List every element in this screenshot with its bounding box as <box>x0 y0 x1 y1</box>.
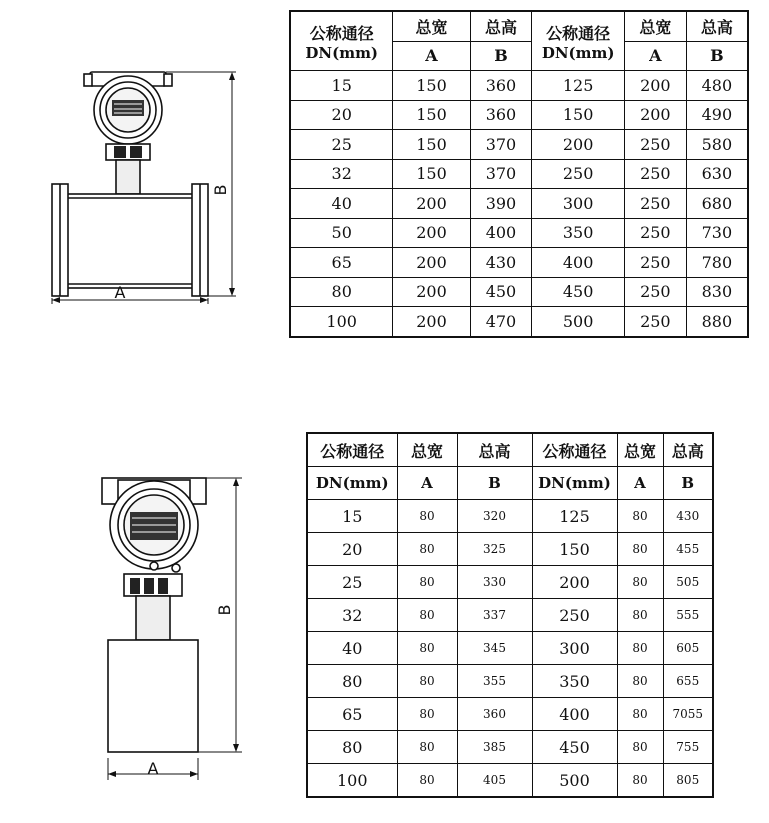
header-a: A <box>397 467 457 500</box>
table-cell: 680 <box>686 189 748 219</box>
table-cell: 780 <box>686 248 748 278</box>
table-cell: 200 <box>624 100 686 130</box>
table-cell: 830 <box>686 277 748 307</box>
table-cell: 755 <box>663 731 713 764</box>
table-cell: 200 <box>624 71 686 101</box>
table-row <box>307 500 713 533</box>
table-cell: 405 <box>457 764 532 798</box>
header-dn-unit: DN(mm) <box>307 467 397 500</box>
header-total-height: 总高 <box>457 433 532 467</box>
table-cell: 400 <box>532 698 617 731</box>
table-cell: 385 <box>457 731 532 764</box>
table-cell: 200 <box>393 189 470 219</box>
table-row <box>290 71 748 101</box>
table-cell: 25 <box>307 566 397 599</box>
dimension-b-label: B <box>215 604 234 616</box>
table-cell: 150 <box>393 71 470 101</box>
table-cell: 150 <box>393 130 470 160</box>
table-cell: 50 <box>290 218 393 248</box>
table-cell: 200 <box>393 248 470 278</box>
table-cell: 450 <box>532 731 617 764</box>
dimension-b-label: B <box>211 184 230 196</box>
table-cell: 250 <box>532 599 617 632</box>
table-cell: 345 <box>457 632 532 665</box>
table-row <box>307 698 713 731</box>
header-total-width: 总宽 <box>617 433 663 467</box>
table-row <box>290 189 748 219</box>
header-total-height: 总高 <box>470 11 532 41</box>
header-nominal-diameter: 公称通径 DN(mm) <box>290 11 393 71</box>
table-cell: 32 <box>290 159 393 189</box>
table-cell: 300 <box>532 632 617 665</box>
table-cell: 880 <box>686 307 748 337</box>
table-cell: 80 <box>617 599 663 632</box>
table-cell: 360 <box>470 100 532 130</box>
table-row <box>290 218 748 248</box>
table-cell: 20 <box>307 533 397 566</box>
table-cell: 200 <box>393 218 470 248</box>
table-row <box>290 100 748 130</box>
table-cell: 400 <box>532 248 625 278</box>
table-row <box>290 130 748 160</box>
table-cell: 430 <box>470 248 532 278</box>
table-cell: 80 <box>397 698 457 731</box>
table-cell: 65 <box>290 248 393 278</box>
table-cell: 80 <box>397 566 457 599</box>
table-cell: 450 <box>470 277 532 307</box>
dimension-table-compact <box>306 432 714 798</box>
table-cell: 500 <box>532 764 617 798</box>
table-cell: 80 <box>397 533 457 566</box>
table-cell: 150 <box>393 100 470 130</box>
table-cell: 655 <box>663 665 713 698</box>
table-row <box>307 731 713 764</box>
table-cell: 330 <box>457 566 532 599</box>
table-cell: 400 <box>470 218 532 248</box>
table-cell: 15 <box>290 71 393 101</box>
table-cell: 370 <box>470 159 532 189</box>
table-row <box>307 566 713 599</box>
table-cell: 350 <box>532 218 625 248</box>
header-nominal-diameter: 公称通径 <box>532 433 617 467</box>
table-cell: 80 <box>397 500 457 533</box>
header-total-height: 总高 <box>663 433 713 467</box>
table-cell: 605 <box>663 632 713 665</box>
header-total-height: 总高 <box>686 11 748 41</box>
table-cell: 250 <box>624 277 686 307</box>
table-cell: 80 <box>397 665 457 698</box>
table-cell: 100 <box>290 307 393 337</box>
table-cell: 125 <box>532 500 617 533</box>
table-cell: 40 <box>290 189 393 219</box>
table-cell: 250 <box>624 218 686 248</box>
table-cell: 360 <box>457 698 532 731</box>
table-cell: 32 <box>307 599 397 632</box>
table-cell: 430 <box>663 500 713 533</box>
table-cell: 250 <box>532 159 625 189</box>
flowmeter-flanged-diagram <box>40 60 250 310</box>
flowmeter-compact-diagram <box>90 470 250 790</box>
table-cell: 325 <box>457 533 532 566</box>
table-cell: 470 <box>470 307 532 337</box>
table-cell: 250 <box>624 307 686 337</box>
table-cell: 80 <box>617 533 663 566</box>
table-cell: 80 <box>397 764 457 798</box>
header-b: B <box>470 41 532 71</box>
table-cell: 555 <box>663 599 713 632</box>
table-cell: 80 <box>397 632 457 665</box>
table-cell: 100 <box>307 764 397 798</box>
table-row <box>307 764 713 798</box>
table-cell: 7055 <box>663 698 713 731</box>
table-cell: 360 <box>470 71 532 101</box>
table-cell: 125 <box>532 71 625 101</box>
dimension-a-label: A <box>114 283 126 302</box>
table-cell: 500 <box>532 307 625 337</box>
table-cell: 80 <box>617 731 663 764</box>
dimension-a-label: A <box>147 759 159 778</box>
table-row <box>307 632 713 665</box>
header-total-width: 总宽 <box>397 433 457 467</box>
table-cell: 150 <box>532 100 625 130</box>
table-cell: 390 <box>470 189 532 219</box>
table-cell: 80 <box>397 599 457 632</box>
table-cell: 250 <box>624 248 686 278</box>
header-nominal-diameter: 公称通径 DN(mm) <box>532 11 625 71</box>
table-cell: 370 <box>470 130 532 160</box>
table-cell: 40 <box>307 632 397 665</box>
table-cell: 250 <box>624 159 686 189</box>
table-cell: 337 <box>457 599 532 632</box>
table-row <box>290 159 748 189</box>
table-cell: 20 <box>290 100 393 130</box>
table-cell: 25 <box>290 130 393 160</box>
table-cell: 80 <box>617 764 663 798</box>
table-cell: 300 <box>532 189 625 219</box>
table-cell: 80 <box>307 665 397 698</box>
table-cell: 450 <box>532 277 625 307</box>
header-dn-unit: DN(mm) <box>532 467 617 500</box>
table-cell: 580 <box>686 130 748 160</box>
table-cell: 490 <box>686 100 748 130</box>
header-b: B <box>457 467 532 500</box>
table-cell: 350 <box>532 665 617 698</box>
table-row <box>290 277 748 307</box>
table-cell: 200 <box>532 566 617 599</box>
header-b: B <box>686 41 748 71</box>
table-cell: 80 <box>307 731 397 764</box>
table-cell: 200 <box>393 277 470 307</box>
table-cell: 805 <box>663 764 713 798</box>
table-row <box>290 307 748 337</box>
table-row <box>307 665 713 698</box>
table-cell: 505 <box>663 566 713 599</box>
header-a: A <box>617 467 663 500</box>
table-cell: 355 <box>457 665 532 698</box>
table-cell: 630 <box>686 159 748 189</box>
table-cell: 80 <box>290 277 393 307</box>
table-cell: 730 <box>686 218 748 248</box>
table-cell: 80 <box>617 632 663 665</box>
table-cell: 455 <box>663 533 713 566</box>
header-nominal-diameter: 公称通径 <box>307 433 397 467</box>
table-cell: 80 <box>617 698 663 731</box>
header-total-width: 总宽 <box>624 11 686 41</box>
header-a: A <box>624 41 686 71</box>
table-cell: 80 <box>617 500 663 533</box>
table-cell: 320 <box>457 500 532 533</box>
table-row <box>307 599 713 632</box>
table-cell: 150 <box>393 159 470 189</box>
table-cell: 480 <box>686 71 748 101</box>
header-b: B <box>663 467 713 500</box>
table-cell: 250 <box>624 189 686 219</box>
table-cell: 200 <box>393 307 470 337</box>
table-cell: 65 <box>307 698 397 731</box>
table-cell: 80 <box>617 665 663 698</box>
header-total-width: 总宽 <box>393 11 470 41</box>
table-cell: 200 <box>532 130 625 160</box>
table-row <box>290 248 748 278</box>
table-row <box>307 533 713 566</box>
table-cell: 150 <box>532 533 617 566</box>
dimension-table-flanged <box>289 10 749 338</box>
header-a: A <box>393 41 470 71</box>
table-cell: 250 <box>624 130 686 160</box>
table-cell: 80 <box>397 731 457 764</box>
table-cell: 15 <box>307 500 397 533</box>
table-cell: 80 <box>617 566 663 599</box>
